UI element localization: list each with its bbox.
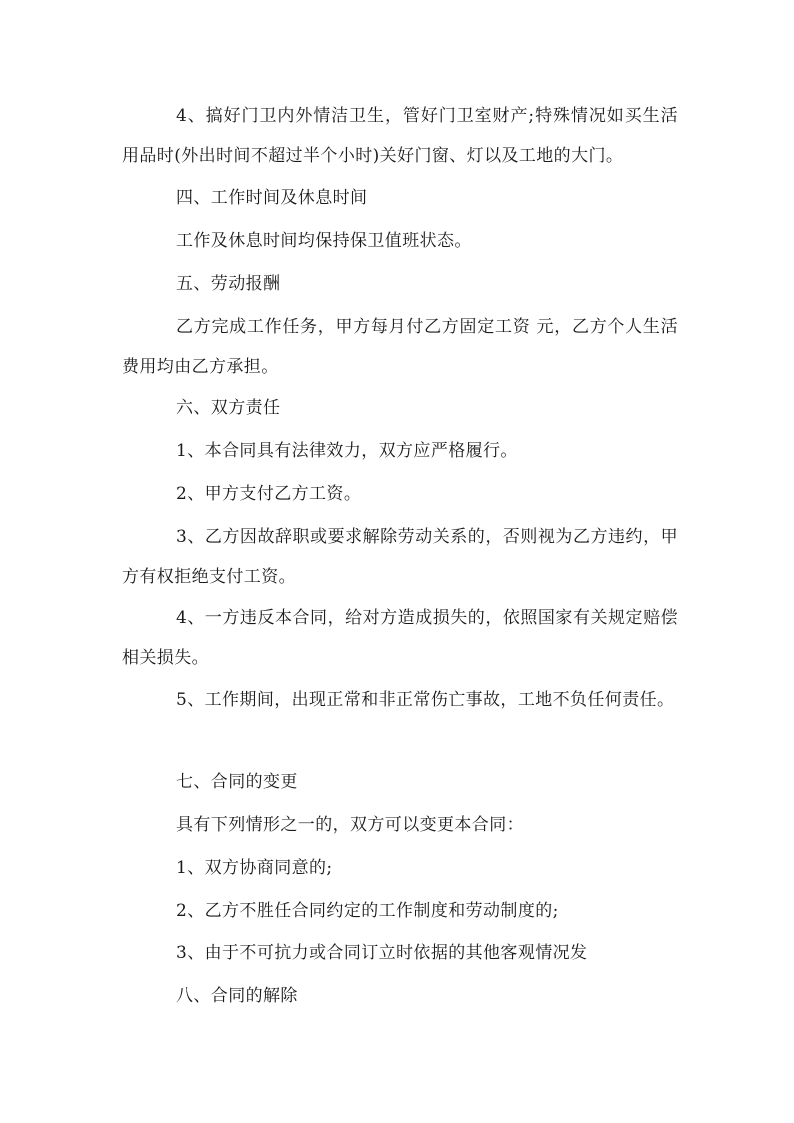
paragraph-responsibility-1: 1、本合同具有法律效力，双方应严格履行。	[176, 441, 518, 461]
heading-work-hours: 四、工作时间及休息时间	[176, 188, 368, 208]
paragraph-responsibility-3: 3、乙方因故辞职或要求解除劳动关系的，否则视为乙方违约，甲方有权拒绝支付工资。	[122, 527, 678, 587]
paragraph-change-3: 3、由于不可抗力或合同订立时依据的其他客观情况发	[176, 943, 588, 963]
paragraph-responsibility-4: 4、一方违反本合同，给对方造成损失的，依照国家有关规定赔偿相关损失。	[122, 608, 678, 668]
heading-contract-termination: 八、合同的解除	[176, 986, 298, 1006]
heading-responsibilities: 六、双方责任	[176, 398, 281, 418]
paragraph-change-intro: 具有下列情形之一的，双方可以变更本合同：	[176, 815, 524, 835]
paragraph-work-hours: 工作及休息时间均保持保卫值班状态。	[176, 231, 472, 251]
paragraph-change-1: 1、双方协商同意的;	[176, 858, 333, 878]
paragraph-responsibility-2: 2、甲方支付乙方工资。	[176, 484, 362, 504]
paragraph-responsibility-5: 5、工作期间，出现正常和非正常伤亡事故，工地不负任何责任。	[176, 690, 675, 710]
heading-contract-change: 七、合同的变更	[176, 772, 298, 792]
paragraph-remuneration: 乙方完成工作任务，甲方每月付乙方固定工资 元，乙方个人生活费用均由乙方承担。	[122, 317, 678, 377]
paragraph-gatekeeper-duty-4: 4、搞好门卫内外情洁卫生，管好门卫室财产;特殊情况如买生活用品时(外出时间不超过半个小时)关好门窗、灯以及工地的大门。	[122, 106, 678, 166]
heading-remuneration: 五、劳动报酬	[176, 274, 281, 294]
paragraph-change-2: 2、乙方不胜任合同约定的工作制度和劳动制度的;	[176, 901, 559, 921]
